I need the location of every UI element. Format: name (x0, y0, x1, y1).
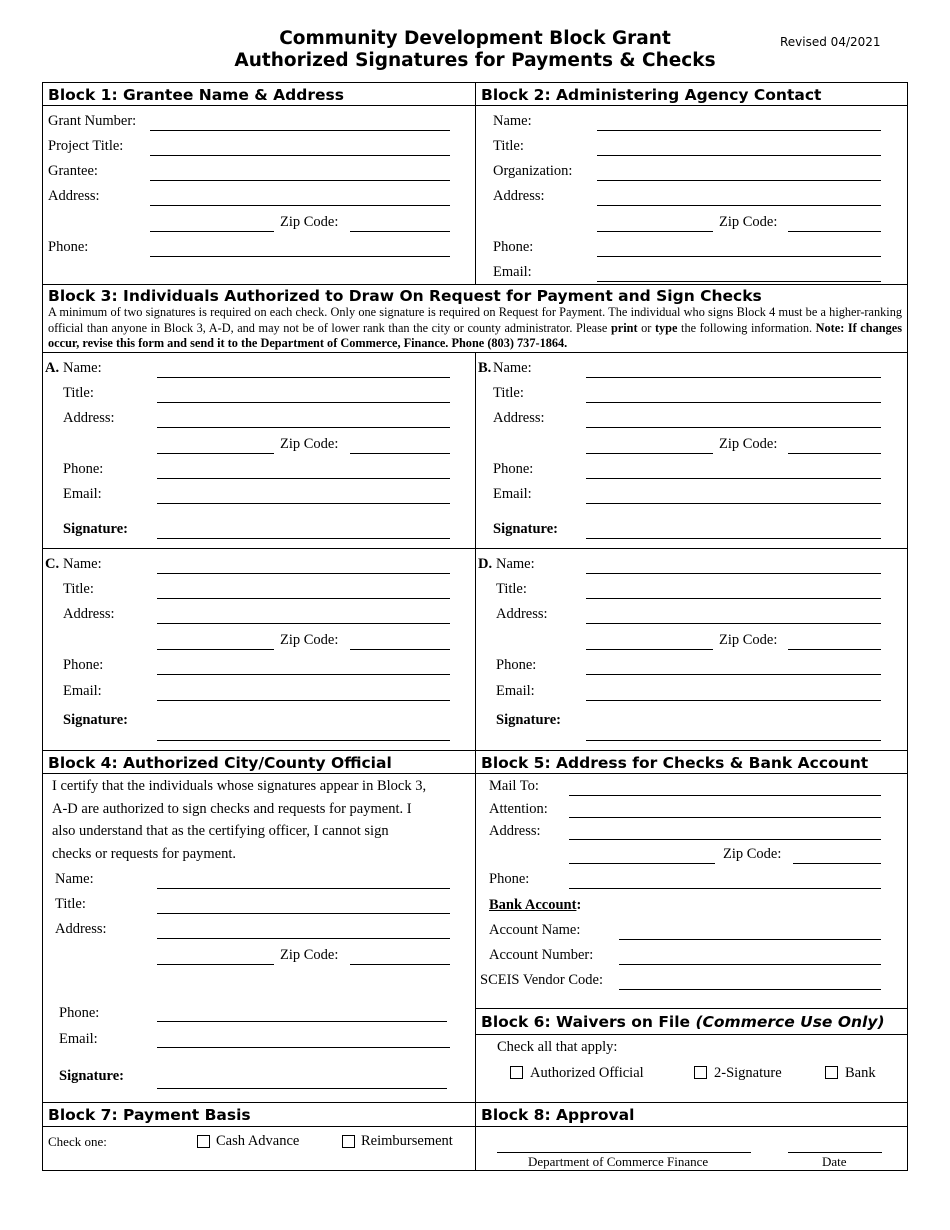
person-c-city-state-field[interactable] (157, 649, 274, 650)
block5-zip-field[interactable] (793, 863, 881, 864)
person-c-email-label: Email: (63, 683, 102, 699)
person-d-phone-label: Phone: (496, 657, 537, 673)
waiver-bank-label: Bank (845, 1065, 876, 1081)
block8-heading: Block 8: Approval (481, 1106, 635, 1124)
person-d-phone-field[interactable] (586, 674, 881, 675)
person-d-title-field[interactable] (586, 598, 881, 599)
block1-zip-label: Zip Code: (280, 214, 339, 230)
person-c-email-field[interactable] (157, 700, 450, 701)
person-b-name-label: Name: (493, 360, 532, 376)
person-a-letter: A. (45, 360, 60, 376)
official-name-field[interactable] (157, 888, 450, 889)
person-b-phone-label: Phone: (493, 461, 534, 477)
agency-name-field[interactable] (597, 130, 881, 131)
reimbursement-checkbox[interactable] (342, 1135, 355, 1148)
approval-date-field[interactable] (788, 1152, 882, 1153)
certification-statement: I certify that the individuals whose signatures appear in Block 3, A-D are authorized to sign checks and requests for payment. I also understand that as the certifying officer, I cannot sign checks or requests for payment. (52, 778, 427, 862)
project-title-label: Project Title: (48, 138, 124, 154)
reimbursement-label: Reimbursement (361, 1133, 453, 1149)
block1-phone-label: Phone: (48, 239, 89, 255)
check-all-label: Check all that apply: (497, 1039, 618, 1055)
person-b-city-state-field[interactable] (586, 453, 713, 454)
mail-to-label: Mail To: (489, 778, 539, 794)
person-d-zip-field[interactable] (788, 649, 881, 650)
person-c-address-label: Address: (63, 606, 115, 622)
block2-zip-field[interactable] (788, 231, 881, 232)
block2-heading: Block 2: Administering Agency Contact (481, 86, 822, 104)
official-city-state-field[interactable] (157, 964, 274, 965)
account-number-field[interactable] (619, 964, 881, 965)
block5-address-field[interactable] (569, 839, 881, 840)
person-d-signature-field[interactable] (586, 740, 881, 741)
approval-date-label: Date (822, 1154, 847, 1169)
agency-title-label: Title: (493, 138, 524, 154)
person-c-phone-label: Phone: (63, 657, 104, 673)
person-b-email-field[interactable] (586, 503, 881, 504)
official-address-label: Address: (55, 921, 107, 937)
block5-heading: Block 5: Address for Checks & Bank Account (481, 754, 869, 772)
person-d-address-label: Address: (496, 606, 548, 622)
person-b-signature-field[interactable] (586, 538, 881, 539)
form-title-line1: Community Development Block Grant (279, 28, 671, 49)
vendor-code-label: SCEIS Vendor Code: (480, 972, 603, 988)
person-a-phone-field[interactable] (157, 478, 450, 479)
person-b-address-label: Address: (493, 410, 545, 426)
attention-label: Attention: (489, 801, 548, 817)
person-b-title-field[interactable] (586, 402, 881, 403)
official-signature-field[interactable] (157, 1088, 447, 1089)
person-c-title-label: Title: (63, 581, 94, 597)
official-zip-label: Zip Code: (280, 947, 339, 963)
grantee-label: Grantee: (48, 163, 98, 179)
official-zip-field[interactable] (350, 964, 450, 965)
waiver-2-signature-label: 2-Signature (714, 1065, 782, 1081)
person-a-title-field[interactable] (157, 402, 450, 403)
block5-zip-label: Zip Code: (723, 846, 782, 862)
project-title-field[interactable] (150, 155, 450, 156)
block4-heading: Block 4: Authorized City/County Official (48, 754, 392, 772)
person-b-email-label: Email: (493, 486, 532, 502)
person-b-name-field[interactable] (586, 377, 881, 378)
person-c-signature-label: Signature: (63, 712, 128, 728)
block1-zip-field[interactable] (350, 231, 450, 232)
official-signature-label: Signature: (59, 1068, 124, 1084)
attention-field[interactable] (569, 817, 881, 818)
check-one-label: Check one: (48, 1134, 107, 1149)
person-c-zip-label: Zip Code: (280, 632, 339, 648)
organization-field[interactable] (597, 180, 881, 181)
waiver-authorized-official-checkbox[interactable] (510, 1066, 523, 1079)
official-title-field[interactable] (157, 913, 450, 914)
form-title-line2: Authorized Signatures for Payments & Checks (234, 50, 716, 71)
person-d-city-state-field[interactable] (586, 649, 713, 650)
person-b-phone-field[interactable] (586, 478, 881, 479)
block3-instructions: A minimum of two signatures is required on each check. Only one signature is required on Request for Payment. The individual who signs Block 4 must be a higher-ranking official than anyone in Block 3, A-D, and may not be of lower rank than the city or county administrator. Please print or type the following information. Note: If changes occur, revise this form and send it to the Department of Commerce, Finance. Phone (803) 737-1864. (48, 305, 902, 350)
person-c-name-label: Name: (63, 556, 102, 572)
person-a-zip-label: Zip Code: (280, 436, 339, 452)
official-address-field[interactable] (157, 938, 450, 939)
person-a-name-field[interactable] (157, 377, 450, 378)
block2-email-field[interactable] (597, 281, 881, 282)
block5-address-label: Address: (489, 823, 541, 839)
waiver-2-signature-checkbox[interactable] (694, 1066, 707, 1079)
person-b-address-field[interactable] (586, 427, 881, 428)
block5-phone-field[interactable] (569, 888, 881, 889)
person-a-address-field[interactable] (157, 427, 450, 428)
block1-phone-field[interactable] (150, 256, 450, 257)
person-a-phone-label: Phone: (63, 461, 104, 477)
waiver-authorized-official-label: Authorized Official (530, 1065, 644, 1081)
official-phone-label: Phone: (59, 1005, 100, 1021)
official-phone-field[interactable] (157, 1021, 447, 1022)
block2-phone-field[interactable] (597, 256, 881, 257)
finance-approval-label: Department of Commerce Finance (528, 1154, 709, 1169)
block2-phone-label: Phone: (493, 239, 534, 255)
block1-address-field[interactable] (150, 205, 450, 206)
block3-heading: Block 3: Individuals Authorized to Draw On Request for Payment and Sign Checks (48, 287, 762, 305)
block2-address-label: Address: (493, 188, 545, 204)
account-number-label: Account Number: (489, 947, 594, 963)
bank-account-heading: Bank Account: (489, 897, 582, 913)
person-d-name-label: Name: (496, 556, 535, 572)
grant-number-label: Grant Number: (48, 113, 137, 129)
finance-approval-signature-field[interactable] (497, 1152, 751, 1153)
person-a-zip-field[interactable] (350, 453, 450, 454)
person-b-zip-label: Zip Code: (719, 436, 778, 452)
mail-to-field[interactable] (569, 795, 881, 796)
person-c-title-field[interactable] (157, 598, 450, 599)
agency-name-label: Name: (493, 113, 532, 129)
person-a-email-field[interactable] (157, 503, 450, 504)
organization-label: Organization: (493, 163, 573, 179)
block7-heading: Block 7: Payment Basis (48, 1106, 251, 1124)
grant-number-field[interactable] (150, 130, 450, 131)
official-email-field[interactable] (157, 1047, 450, 1048)
person-d-signature-label: Signature: (496, 712, 561, 728)
vendor-code-field[interactable] (619, 989, 881, 990)
agency-title-field[interactable] (597, 155, 881, 156)
block2-zip-label: Zip Code: (719, 214, 778, 230)
block5-phone-label: Phone: (489, 871, 530, 887)
person-c-signature-field[interactable] (157, 740, 450, 741)
block2-address-field[interactable] (597, 205, 881, 206)
official-email-label: Email: (59, 1031, 98, 1047)
person-c-name-field[interactable] (157, 573, 450, 574)
waiver-bank-checkbox[interactable] (825, 1066, 838, 1079)
block2-email-label: Email: (493, 264, 532, 280)
person-d-name-field[interactable] (586, 573, 881, 574)
block2-city-state-field[interactable] (597, 231, 713, 232)
person-c-address-field[interactable] (157, 623, 450, 624)
person-d-title-label: Title: (496, 581, 527, 597)
block1-address-label: Address: (48, 188, 100, 204)
person-a-address-label: Address: (63, 410, 115, 426)
person-c-phone-field[interactable] (157, 674, 450, 675)
person-d-zip-label: Zip Code: (719, 632, 778, 648)
block1-heading: Block 1: Grantee Name & Address (48, 86, 344, 104)
cash-advance-checkbox[interactable] (197, 1135, 210, 1148)
account-name-field[interactable] (619, 939, 881, 940)
person-c-zip-field[interactable] (350, 649, 450, 650)
person-a-signature-field[interactable] (157, 538, 450, 539)
person-a-name-label: Name: (63, 360, 102, 376)
person-a-title-label: Title: (63, 385, 94, 401)
official-title-label: Title: (55, 896, 86, 912)
official-name-label: Name: (55, 871, 94, 887)
person-a-city-state-field[interactable] (157, 453, 274, 454)
person-d-letter: D. (478, 556, 493, 572)
revision-date: Revised 04/2021 (780, 35, 881, 49)
person-d-email-field[interactable] (586, 700, 881, 701)
person-b-title-label: Title: (493, 385, 524, 401)
cash-advance-label: Cash Advance (216, 1133, 300, 1149)
block1-city-state-field[interactable] (150, 231, 274, 232)
person-b-zip-field[interactable] (788, 453, 881, 454)
person-a-email-label: Email: (63, 486, 102, 502)
person-a-signature-label: Signature: (63, 521, 128, 537)
person-b-letter: B. (478, 360, 492, 376)
person-d-address-field[interactable] (586, 623, 881, 624)
block6-heading: Block 6: Waivers on File (Commerce Use Only) (481, 1013, 885, 1031)
person-c-letter: C. (45, 556, 60, 572)
person-b-signature-label: Signature: (493, 521, 558, 537)
person-d-email-label: Email: (496, 683, 535, 699)
block5-city-state-field[interactable] (569, 863, 715, 864)
grantee-field[interactable] (150, 180, 450, 181)
account-name-label: Account Name: (489, 922, 581, 938)
